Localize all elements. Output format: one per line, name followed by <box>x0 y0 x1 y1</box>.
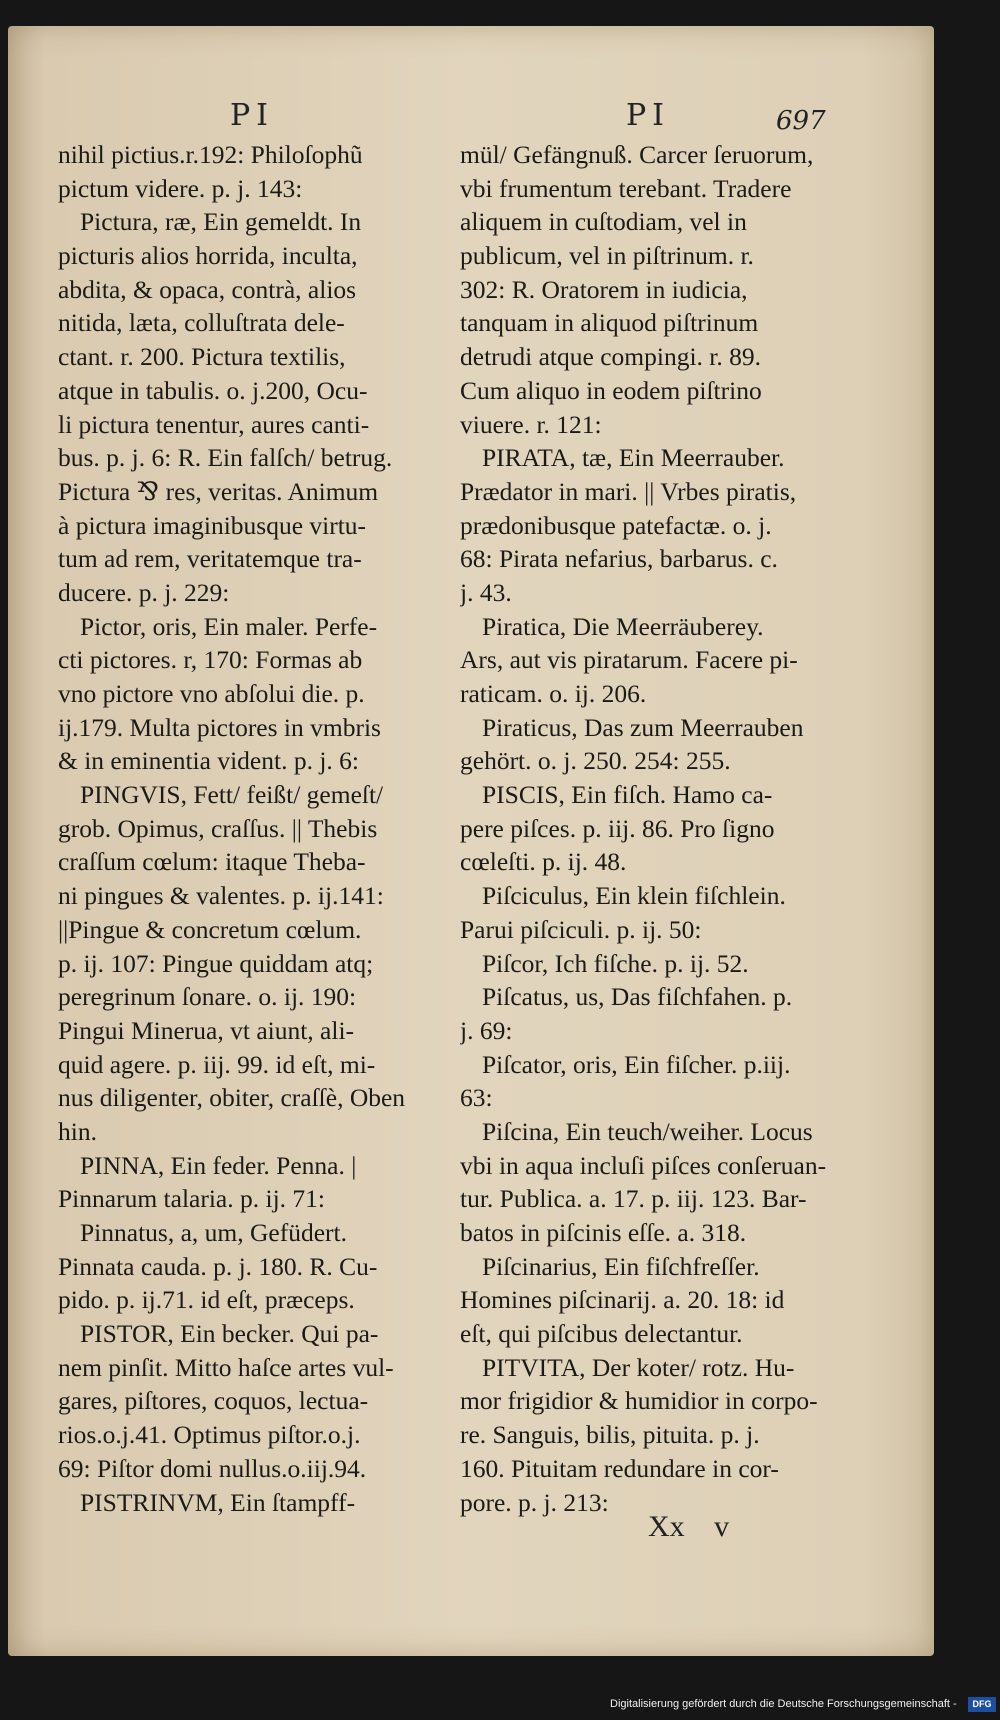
text-line: viuere. r. 121: <box>460 409 602 439</box>
text-line: Piſciculus, Ein klein fiſchlein. <box>482 881 786 911</box>
text-line: Piſcina, Ein teuch/weiher. Locus <box>482 1116 813 1146</box>
text-line: Piſcor, Ich fiſche. p. ij. 52. <box>482 948 749 978</box>
text-line: batos in piſcinis eſſe. a. 318. <box>460 1218 747 1247</box>
text-line: nitida, læta, colluſtrata dele- <box>58 308 345 338</box>
text-line: tanquam in aliquod piſtrinum <box>460 308 759 338</box>
page-number: 697 <box>776 106 826 136</box>
right-column <box>460 138 848 1519</box>
text-line: Piſcinarius, Ein fiſchfreſſer. <box>482 1251 760 1281</box>
text-line: ducere. p. j. 229: <box>58 577 230 607</box>
text-line: gehört. o. j. 250. 254: 255. <box>460 746 731 776</box>
text-line: 68: Pirata nefarius, barbarus. c. <box>460 544 778 574</box>
text-line: j. 43. <box>460 577 512 607</box>
text-line: Pingui Minerua, vt aiunt, ali- <box>58 1015 355 1045</box>
left-column <box>58 138 446 1519</box>
text-line: ctant. r. 200. Pictura textilis, <box>58 342 346 372</box>
text-line: cœleſti. p. ij. 48. <box>460 847 627 877</box>
text-line: 69: Piſtor domi nullus.o.iij.94. <box>58 1453 367 1483</box>
text-line: tur. Publica. a. 17. p. iij. 123. Bar- <box>460 1184 807 1214</box>
digitization-credit: Digitalisierung gefördert durch die Deutsche Forschungsgemeinschaft - <box>610 1698 957 1710</box>
text-line: à pictura imaginibusque virtu- <box>58 510 367 540</box>
text-line: 63: <box>460 1083 493 1113</box>
text-line: ni pingues & valentes. p. ij.141: <box>58 881 384 911</box>
text-line: grob. Opimus, craſſus. || Thebis <box>58 813 378 843</box>
text-line: PITVITA, Der koter/ rotz. Hu- <box>482 1352 795 1382</box>
text-line: Pictura ⅋ res, veritas. Animum <box>58 476 379 506</box>
text-line: Piratica, Die Meerräuberey. <box>482 611 764 641</box>
text-line: Parui piſciculi. p. ij. 50: <box>460 914 702 944</box>
text-line: Pinnata cauda. p. j. 180. R. Cu- <box>58 1251 378 1281</box>
text-line: Cum aliquo in eodem piſtrino <box>460 375 762 405</box>
text-line: picturis alios horrida, inculta, <box>58 241 358 271</box>
text-line: eſt, qui piſcibus delectantur. <box>460 1319 743 1349</box>
text-line: 160. Pituitam redundare in cor- <box>460 1453 779 1483</box>
text-line: & in eminentia vident. p. j. 6: <box>58 746 359 776</box>
text-line: publicum, vel in piſtrinum. r. <box>460 241 754 271</box>
text-line: vbi frumentum terebant. Tradere <box>460 173 792 203</box>
text-line: pore. p. j. 213: <box>460 1487 609 1517</box>
text-line: cti pictores. r, 170: Formas ab <box>58 645 363 675</box>
text-line: detrudi atque compingi. r. 89. <box>460 342 761 372</box>
text-line: vno pictore vno abſolui die. p. <box>58 679 365 708</box>
text-line: pictum videre. p. j. 143: <box>58 173 303 203</box>
text-line: nus diligenter, obiter, craſſè, Oben <box>58 1083 406 1113</box>
text-line: Pinnarum talaria. p. ij. 71: <box>58 1184 325 1214</box>
text-line: 302: R. Oratorem in iudicia, <box>460 274 748 304</box>
text-line: li pictura tenentur, aures canti- <box>58 409 370 439</box>
text-line: atque in tabulis. o. j.200, Ocu- <box>58 375 368 405</box>
text-line: ij.179. Multa pictores in vmbris <box>58 712 381 742</box>
text-line: tum ad rem, veritatemque tra- <box>58 544 362 574</box>
text-line: mül/ Gefängnuß. Carcer ſeruorum, <box>460 140 814 169</box>
text-line: rios.o.j.41. Optimus piſtor.o.j. <box>58 1420 361 1450</box>
text-line: Prædator in mari. || Vrbes piratis, <box>460 476 797 506</box>
text-line: abdita, & opaca, contrà, alios <box>58 274 357 304</box>
text-line: Pictor, oris, Ein maler. Perfe- <box>80 611 378 641</box>
text-line: peregrinum ſonare. o. ij. 190: <box>58 982 357 1012</box>
text-line: PISCIS, Ein fiſch. Hamo ca- <box>482 780 773 810</box>
text-line: Homines piſcinarij. a. 20. 18: id <box>460 1285 785 1315</box>
text-line: j. 69: <box>460 1015 513 1045</box>
text-line: Ars, aut vis piratarum. Facere pi- <box>460 645 798 675</box>
text-line: PINNA, Ein feder. Penna. | <box>80 1150 357 1180</box>
signature-mark: Xx v <box>648 1510 730 1543</box>
text-line: aliquem in cuſtodiam, vel in <box>460 207 747 237</box>
text-line: bus. p. j. 6: R. Ein falſch/ betrug. <box>58 443 393 473</box>
text-line: Piraticus, Das zum Meerrauben <box>482 712 804 742</box>
text-line: PISTRINVM, Ein ſtampff- <box>80 1487 356 1517</box>
text-line: p. ij. 107: Pingue quiddam atq; <box>58 948 374 978</box>
text-line: Piſcatus, us, Das fiſchfahen. p. <box>482 982 793 1012</box>
text-line: pere piſces. p. iij. 86. Pro ſigno <box>460 813 775 843</box>
text-line: PISTOR, Ein becker. Qui pa- <box>80 1319 379 1349</box>
text-line: Pictura, ræ, Ein gemeldt. In <box>80 207 362 237</box>
text-line: nihil pictius.r.192: Philoſophũ <box>58 140 363 169</box>
text-line: hin. <box>58 1116 97 1146</box>
text-line: re. Sanguis, bilis, pituita. p. j. <box>460 1420 760 1450</box>
book-page <box>8 26 934 1656</box>
text-line: mor frigidior & humidior in corpo- <box>460 1386 818 1416</box>
text-line: quid agere. p. iij. 99. id eſt, mi- <box>58 1049 376 1079</box>
text-line: vbi in aqua incluſi piſces conſeruan- <box>460 1150 827 1180</box>
running-header-left: PI <box>230 98 275 133</box>
running-header-right: PI <box>626 98 671 133</box>
text-line: nem pinſit. Mitto haſce artes vul- <box>58 1352 394 1382</box>
text-line: pido. p. ij.71. id eſt, præceps. <box>58 1285 355 1315</box>
text-line: ||Pingue & concretum cœlum. <box>58 914 362 944</box>
text-line: raticam. o. ij. 206. <box>460 679 647 708</box>
text-line: PINGVIS, Fett/ feißt/ gemeſt/ <box>80 780 384 810</box>
text-line: Pinnatus, a, um, Gefüdert. <box>80 1218 347 1247</box>
text-line: prædonibusque patefactæ. o. j. <box>460 510 772 540</box>
text-line: Piſcator, oris, Ein fiſcher. p.iij. <box>482 1049 791 1079</box>
text-line: craſſum cœlum: itaque Theba- <box>58 847 366 877</box>
text-line: gares, piſtores, coquos, lectua- <box>58 1386 369 1416</box>
dfg-logo: DFG <box>968 1697 996 1712</box>
text-line: PIRATA, tæ, Ein Meerrauber. <box>482 443 785 473</box>
